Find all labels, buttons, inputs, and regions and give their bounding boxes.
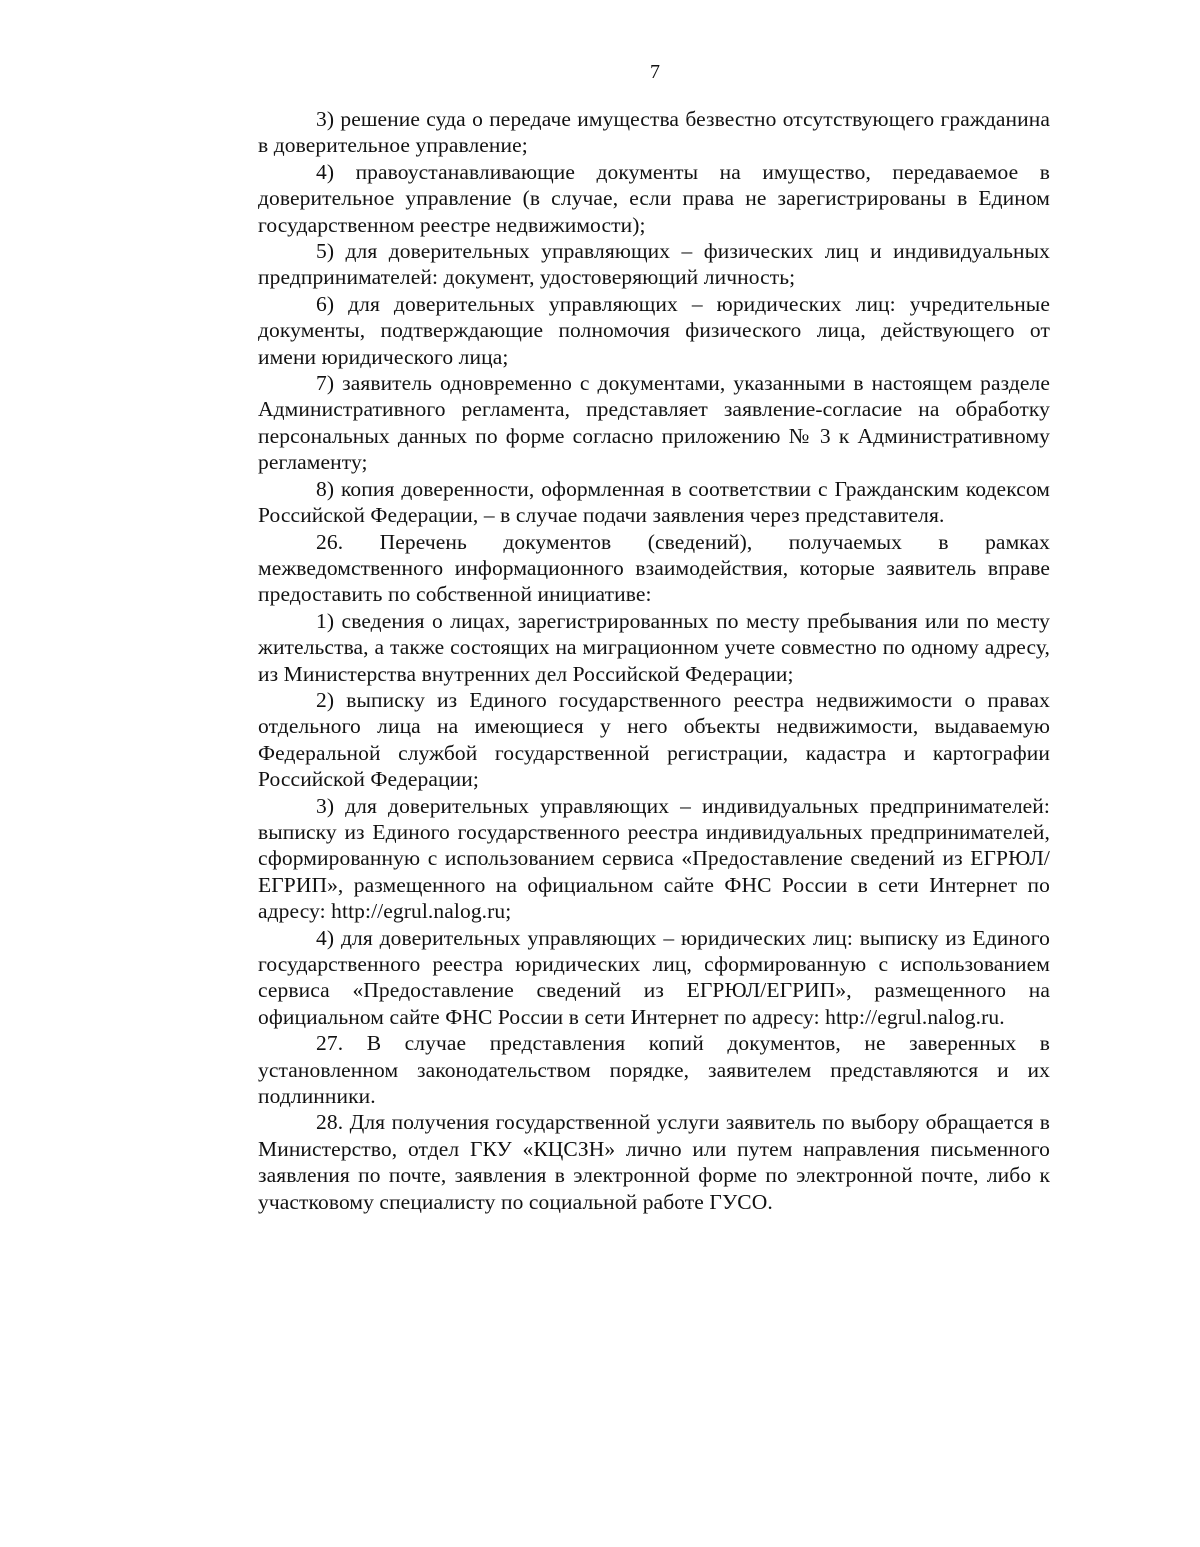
paragraph-clause-26: 26. Перечень документов (сведений), получаемых в рамках межведомственного информационного взаимодействия, которые заявитель вправе предоставить по собственной инициативе: <box>258 529 1050 607</box>
paragraph-item-7: 7) заявитель одновременно с документами, указанными в настоящем разделе Административного регламента, представляет заявление-согласие на обработку персональных данных по форме согласно приложению № 3 к Административному регламенту; <box>258 371 1050 475</box>
paragraph-clause-28: 28. Для получения государственной услуги заявитель по выбору обращается в Министерство, отдел ГКУ «КЦСЗН» лично или путем направления письменного заявления по почте, заявления в электронной форме по электронной почте, либо к участковому специалисту по социальной работе ГУСО. <box>258 1110 1050 1214</box>
paragraph-clause-26-item-4: 4) для доверительных управляющих – юридических лиц: выписку из Единого государственного реестра юридических лиц, сформированную с использованием сервиса «Предоставление сведений из ЕГРЮЛ/ЕГРИП», размещенного на официальном сайте ФНС России в сети Интернет по адресу: http://egrul.nalog.ru. <box>258 925 1050 1029</box>
document-body <box>258 106 1050 1215</box>
paragraph-item-3: 3) решение суда о передаче имущества безвестно отсутствующего гражданина в доверительное управление; <box>258 107 1050 158</box>
paragraph-clause-27: 27. В случае представления копий документов, не заверенных в установленном законодательством порядке, заявителем представляются и их подлинники. <box>258 1031 1050 1109</box>
paragraph-item-6: 6) для доверительных управляющих – юридических лиц: учредительные документы, подтверждающие полномочия физического лица, действующего от имени юридического лица; <box>258 291 1050 369</box>
page-number: 7 <box>650 61 660 83</box>
paragraph-item-4: 4) правоустанавливающие документы на имущество, передаваемое в доверительное управление (в случае, если права не зарегистрированы в Едином государственном реестре недвижимости); <box>258 159 1050 237</box>
paragraph-item-8: 8) копия доверенности, оформленная в соответствии с Гражданским кодексом Российской Федерации, – в случае подачи заявления через представителя. <box>258 476 1050 528</box>
paragraph-clause-26-item-3: 3) для доверительных управляющих – индивидуальных предпринимателей: выписку из Единого государственного реестра индивидуальных предпринимателей, сформированную с использованием сервиса «Предоставление сведений из ЕГРЮЛ/ЕГРИП», размещенного на официальном сайте ФНС России в сети Интернет по адресу: http://egrul.nalog.ru; <box>258 793 1050 924</box>
paragraph-clause-26-item-2: 2) выписку из Единого государственного реестра недвижимости о правах отдельного лица на имеющиеся у него объекты недвижимости, выдаваемую Федеральной службой государственной регистрации, кадастра и картографии Российской Федерации; <box>258 687 1050 792</box>
paragraph-item-5: 5) для доверительных управляющих – физических лиц и индивидуальных предпринимателей: документ, удостоверяющий личность; <box>258 239 1050 290</box>
paragraph-clause-26-item-1: 1) сведения о лицах, зарегистрированных по месту пребывания или по месту жительства, а также состоящих на миграционном учете совместно по одному адресу, из Министерства внутренних дел Российской Федерации; <box>258 608 1050 686</box>
